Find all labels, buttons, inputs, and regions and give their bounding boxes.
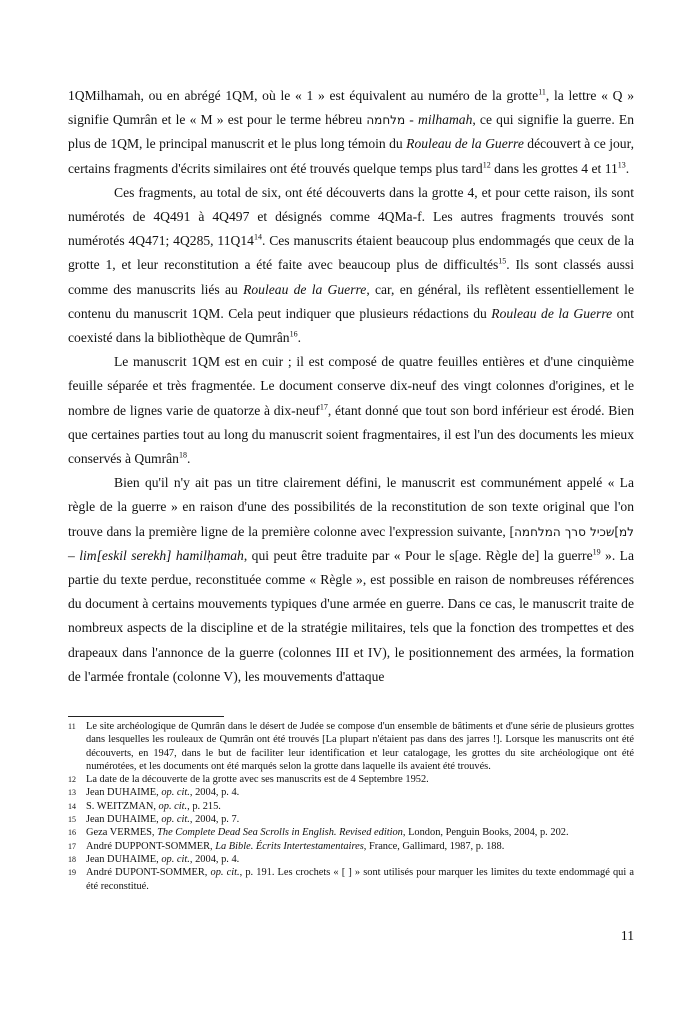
italic-text: op. cit. — [158, 800, 188, 812]
footnote-separator — [68, 716, 224, 717]
footnote-text — [86, 853, 634, 866]
hebrew-text: למ]שכיל סרך המלחמה — [514, 524, 635, 539]
text-run: ». La partie du texte perdue, reconstituée comme « Règle », est possible en raison de nombreuses références du document à certains mouvements typiques d'une armée en guerre. Dans ce cas, le manuscrit traite de nombreux aspects de la discipline et de la stratégie militaires, tels que la fonction des trompettes et des drapeaux dans l'annonce de la guerre (colonnes III et IV), le positionnement des armées, la formation de l'armée frontale (colonne V), les mouvements d'attaque — [68, 547, 634, 684]
footnote-text — [86, 786, 634, 799]
italic-text: Rouleau de la Guerre — [406, 136, 524, 152]
italic-text: La Bible. Écrits Intertestamentaires — [215, 840, 364, 852]
text-run: Le site archéologique de Qumrân dans le désert de Judée se compose d'un ensemble de bâtiments et d'une série de plusieurs grottes dans lesquelles les rouleaux de Qumrân ont été trouvés [La plupart n'étaient pas dans des jarres !]. Lorsque les manuscrits ont été découverts, en 1947, dans le but de faciliter leur identification et leur catalogage, les grottes du site archéologique ont été numérotées, et les documents ont été marqués selon la grotte dans laquelle ils avaient été trouvés. — [86, 721, 634, 772]
body-paragraph — [68, 471, 634, 689]
body-text — [68, 84, 634, 689]
footnote — [68, 840, 634, 853]
text-run: Le manuscrit 1QM est en cuir ; il est composé de quatre feuilles entières et d'une cinquième feuille séparée et très fragmentée. Le document conserve dix-neuf des vingt colonnes d'origines, et le nombre de lignes varie de quatorze à dix-neuf — [68, 354, 634, 418]
text-run: Jean DUHAIME, — [86, 787, 162, 799]
text-run: - — [405, 112, 418, 128]
footnote-number: 16 — [68, 828, 76, 838]
text-run: dans les grottes 4 et 11 — [490, 160, 618, 176]
footnote-text — [86, 866, 634, 893]
footnote — [68, 773, 634, 786]
text-run: André DUPONT-SOMMER, — [86, 867, 211, 879]
text-run: , p. 215. — [187, 800, 221, 812]
text-run: Ces fragments, au total de six, ont été découverts dans la grotte 4, et pour cette raison, ils sont numérotés de 4Q491 à 4Q497 et désignés comme 4QMa-f. Les autres fragments trouvés sont numérotés 4Q471; 4Q285, 11Q14 — [68, 184, 634, 249]
footnote-reference: 14 — [253, 232, 262, 242]
footnote — [68, 786, 634, 799]
text-run: Jean DUHAIME, — [86, 814, 162, 826]
footnote-reference: 17 — [319, 402, 328, 412]
text-run: , qui peut être traduite par « Pour le s[age. Règle de] la guerre — [243, 547, 593, 563]
italic-text: op. cit. — [161, 787, 190, 799]
footnote-text — [86, 773, 634, 786]
text-run: Geza VERMES, — [86, 827, 158, 839]
text-run: ont coexisté dans la bibliothèque de Qumrân — [68, 305, 634, 346]
footnote-reference: 16 — [289, 329, 298, 339]
footnote-text — [86, 800, 634, 813]
text-run: , étant donné que tout son bord inférieur est érodé. Bien que certaines parties tout au long du manuscrit soient fragmentaires, il est l'un des documents les mieux conservés à Qumrân — [68, 402, 634, 467]
footnotes — [68, 720, 634, 893]
italic-text: op. cit. — [161, 853, 190, 865]
text-run: , 2004, p. 4. — [189, 787, 240, 799]
text-run: , ce qui signifie la guerre. En plus de 1QM, le principal manuscrit et le plus long témoin du — [68, 112, 634, 152]
footnote — [68, 800, 634, 813]
footnote-number: 12 — [68, 775, 76, 785]
text-run: Bien qu'il n'y ait pas un titre clairement défini, le manuscrit est communément appelé « La règle de la guerre » en raison d'une des possibilités de la reconstitution de son texte original que l'on trouve dans la première ligne de la première colonne avec l'expression suivante, [ — [68, 475, 634, 539]
footnote-number: 11 — [68, 722, 76, 731]
text-run: , car, en général, ils reflètent essentiellement le contenu du manuscrit 1QM. Cela peut indiquer que plusieurs rédactions du — [68, 281, 634, 321]
text-run: , London, Penguin Books, 2004, p. 202. — [402, 827, 569, 839]
text-run: 1QMilhamah, ou en abrégé 1QM, où le « 1 » est équivalent au numéro de la grotte — [68, 88, 539, 103]
body-paragraph — [68, 84, 634, 181]
text-run: Jean DUHAIME, — [86, 853, 162, 865]
footnote-number: 13 — [68, 788, 76, 798]
text-run: – — [68, 547, 80, 563]
footnote-reference: 12 — [482, 160, 491, 170]
italic-text: op. cit. — [161, 814, 190, 826]
footnote-reference: 19 — [592, 547, 601, 557]
text-run: André DUPPONT-SOMMER, — [86, 840, 216, 852]
footnote — [68, 720, 634, 773]
italic-text: Rouleau de la Guerre — [491, 305, 613, 321]
italic-text: lim[eskil serekh] hamilḥamah — [79, 547, 244, 563]
footnote-number: 17 — [68, 841, 76, 851]
text-run: . — [625, 160, 630, 176]
footnote-text — [86, 840, 634, 853]
footnote-number: 14 — [68, 801, 76, 811]
footnote-number: 15 — [68, 815, 76, 825]
text-run: , 2004, p. 4. — [189, 853, 240, 865]
footnote-reference: 13 — [617, 160, 626, 170]
text-run: La date de la découverte de la grotte avec ses manuscrits est de 4 Septembre 1952. — [86, 774, 429, 786]
footnote-reference: 11 — [538, 87, 546, 97]
body-paragraph — [68, 350, 634, 471]
footnote — [68, 866, 634, 893]
text-run: , France, Gallimard, 1987, p. 188. — [363, 840, 505, 852]
footnote — [68, 826, 634, 839]
text-run: , la lettre « Q » signifie Qumrân et le « M » est pour le terme hébreu — [68, 88, 634, 128]
footnote-number: 19 — [68, 868, 76, 878]
footnote-number: 18 — [68, 854, 76, 864]
hebrew-text: מלחמה — [366, 113, 406, 128]
text-run: , 2004, p. 7. — [189, 814, 240, 826]
footnote-reference: 18 — [178, 450, 187, 460]
footnote — [68, 853, 634, 866]
footnote-reference: 15 — [498, 256, 507, 266]
text-run: . — [186, 451, 191, 467]
page-number: 11 — [620, 928, 634, 943]
text-run: découvert à ce jour, certains fragments d'écrits similaires ont été trouvés quelque temps plus tard — [68, 136, 634, 176]
text-run: . Ces manuscrits étaient beaucoup plus endommagés que ceux de la grotte 1, et leur reconstitution a été faite avec beaucoup plus de difficultés — [68, 233, 634, 273]
footnote-text — [86, 720, 634, 773]
italic-text: op. cit. — [210, 867, 240, 879]
italic-text: Rouleau de la Guerre — [243, 281, 367, 297]
italic-text: The Complete Dead Sea Scrolls in English. Revised edition — [157, 827, 403, 839]
text-run: . — [297, 330, 301, 346]
text-run: , p. 191. Les crochets « [ ] » sont utilisés pour marquer les limites du texte endommagé qui a été reconstitué. — [86, 867, 634, 892]
footnote-text — [86, 813, 634, 826]
footnote — [68, 813, 634, 826]
italic-text: milhamah — [418, 112, 473, 128]
body-paragraph — [68, 181, 634, 350]
text-run: . Ils sont classés aussi comme des manuscrits liés au — [68, 257, 634, 297]
text-run: S. WEITZMAN, — [86, 800, 159, 812]
footnote-text — [86, 826, 634, 839]
